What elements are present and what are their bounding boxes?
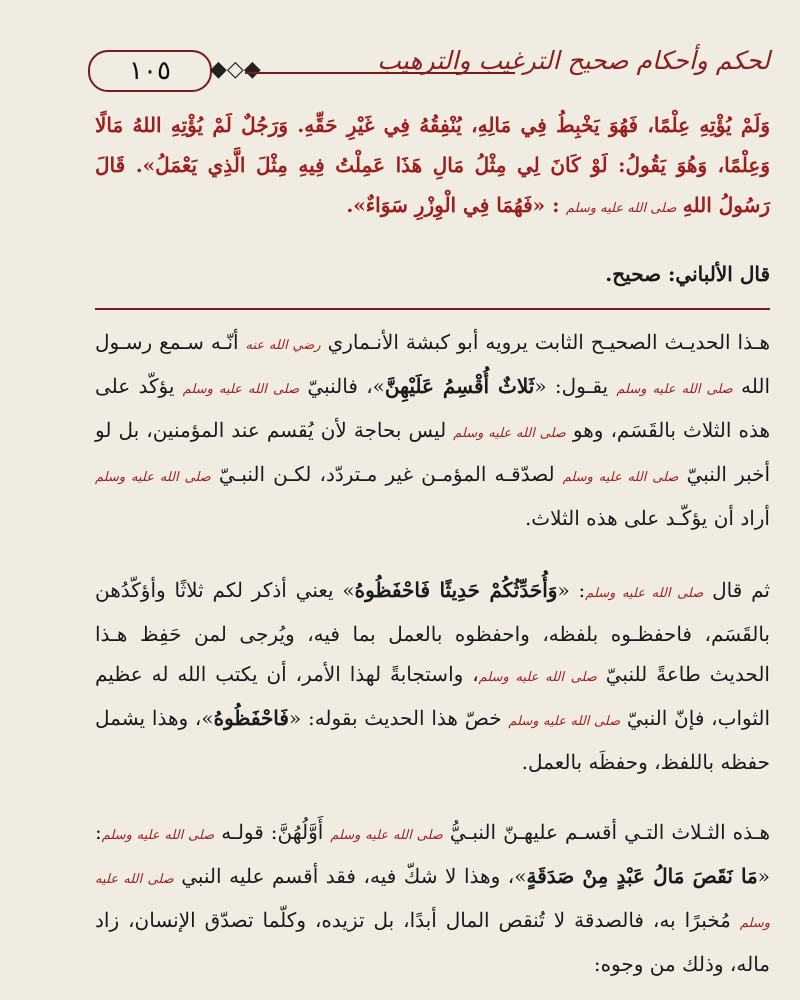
honorific: صلى الله عليه وسلم	[182, 382, 300, 397]
hadith-line-2: وَعِلْمًا، وَهُوَ يَقُولُ: لَوْ كَانَ لِي مِثْلُ مَالِ هَذَا عَمِلْتُ فِيهِ مِثْلَ الَّذِي يَعْمَلُ». قَالَ رَسُولُ اللهِ	[95, 153, 770, 217]
header-ornament-icon: ◆◇◆	[210, 57, 261, 82]
paragraph-3	[95, 812, 770, 984]
p1-text: يؤكّد على هذه الثلاث بالقَسَم، وهو	[95, 374, 771, 442]
p1-text: ليس بحاجة لأن يُقسم عند المؤمنين، بل لو أخبر النبيّ	[95, 418, 771, 486]
page-number: ١٠٥	[88, 50, 212, 92]
running-title: لحكم وأحكام صحيح الترغيب والترهيب	[377, 46, 770, 75]
p1-text: أراد أن يؤكّـد على هذه الثلاث.	[524, 506, 770, 530]
honorific: صلى الله عليه وسلم	[616, 382, 733, 397]
p1-text: أنّـه سـمع رسـول الله	[95, 330, 771, 398]
hadith-line-3: : «فَهُمَا فِي الْوِزْرِ سَوَاءٌ».	[346, 193, 560, 217]
p3-text: »، وهذا لا شكّ فيه، فقد أقسم عليه النبي	[181, 864, 527, 888]
p3-quote: مَا نَقَصَ مَالُ عَبْدٍ مِنْ صَدَقَةٍ	[526, 864, 758, 888]
p2-text: »، وهذا يشمل حفظه باللفظ، وحفظَه بالعمل.	[95, 706, 770, 774]
p2-text: : «	[557, 578, 586, 602]
radi-honorific: رضي الله عنه	[245, 338, 321, 353]
albani-verdict: قال الألباني: صحيح.	[605, 262, 770, 286]
page-header	[70, 40, 770, 100]
p1-text: هـذا الحديـث الصحيـح الثابت يرويه أبو كبشة الأنـماري	[327, 330, 771, 354]
p3-text: مُخبرًا به، فالصدقة لا تُنقص المال أبدًا، بل تزيده، وكلّما تصدّق الإنسان، زاد ماله، وذلك من وجوه:	[95, 908, 770, 976]
honorific: صلى الله عليه وسلم	[508, 714, 621, 729]
p3-text: هـذه الثـلاث التـي أقسـم عليهـنّ النبـيُّ	[449, 820, 771, 844]
honorific: صلى الله عليه وسلم	[330, 828, 443, 843]
paragraph-1	[95, 322, 770, 538]
p2-text: ، واستجابةً لهذا الأمر، أن يكتب الله له عظيم الثواب، فإنّ النبيّ	[95, 662, 771, 730]
section-divider	[95, 308, 770, 310]
honorific: صلى الله عليه وسلم	[562, 470, 679, 485]
p2-text: خصّ هذا الحديث بقوله: «	[288, 706, 502, 730]
p2-quote: وَأُحَدِّثُكُمْ حَدِيثًا فَاحْفَظُوهُ	[354, 578, 558, 602]
p1-text: يقـول: «	[534, 374, 609, 398]
p3-text: أَوَّلُهُنَّ: قولـه	[221, 820, 324, 844]
p1-quote: ثَلاثٌ أُقْسِمُ عَلَيْهِنَّ	[384, 374, 535, 398]
hadith-text	[95, 105, 770, 229]
honorific: صلى الله عليه وسلم	[95, 470, 211, 485]
honorific: صلى الله عليه وسلم	[101, 828, 215, 843]
p2-text: » يعني أذكر لكم ثلاثًا وأؤكّدُهن بالقَسَم، فاحفظـوه بلفظه، واحفظوه بالعمل بما فيه، ويُرجى لمن حَفِظ هـذا الحديث طاعةً للنبيّ	[95, 578, 770, 686]
honorific: صلى الله عليه وسلم	[95, 872, 770, 931]
honorific: صلى الله عليه وسلم	[453, 426, 566, 441]
hadith-line-1: وَلَمْ يُؤْتِهِ عِلْمًا، فَهُوَ يَخْبِطُ فِي مَالِهِ، يُنْفِقُهُ فِي غَيْرِ حَقِّهِ. وَرَجُلٌ لَمْ يُؤْتِهِ اللهُ مَالًا	[95, 113, 770, 137]
paragraph-2	[95, 570, 770, 782]
p2-text: ثم قال	[712, 578, 770, 602]
p1-text: »، فالنبيّ	[307, 374, 385, 398]
honorific: صلى الله عليه وسلم	[565, 201, 677, 216]
p2-quote: فَاحْفَظُوهُ	[213, 706, 289, 730]
honorific: صلى الله عليه وسلم	[585, 586, 704, 601]
p3-text: : «	[95, 820, 771, 888]
p1-text: لصدّقـه المؤمـن غير مـتردّد، لكـن النبـيّ	[218, 462, 555, 486]
honorific: صلى الله عليه وسلم	[478, 670, 597, 685]
